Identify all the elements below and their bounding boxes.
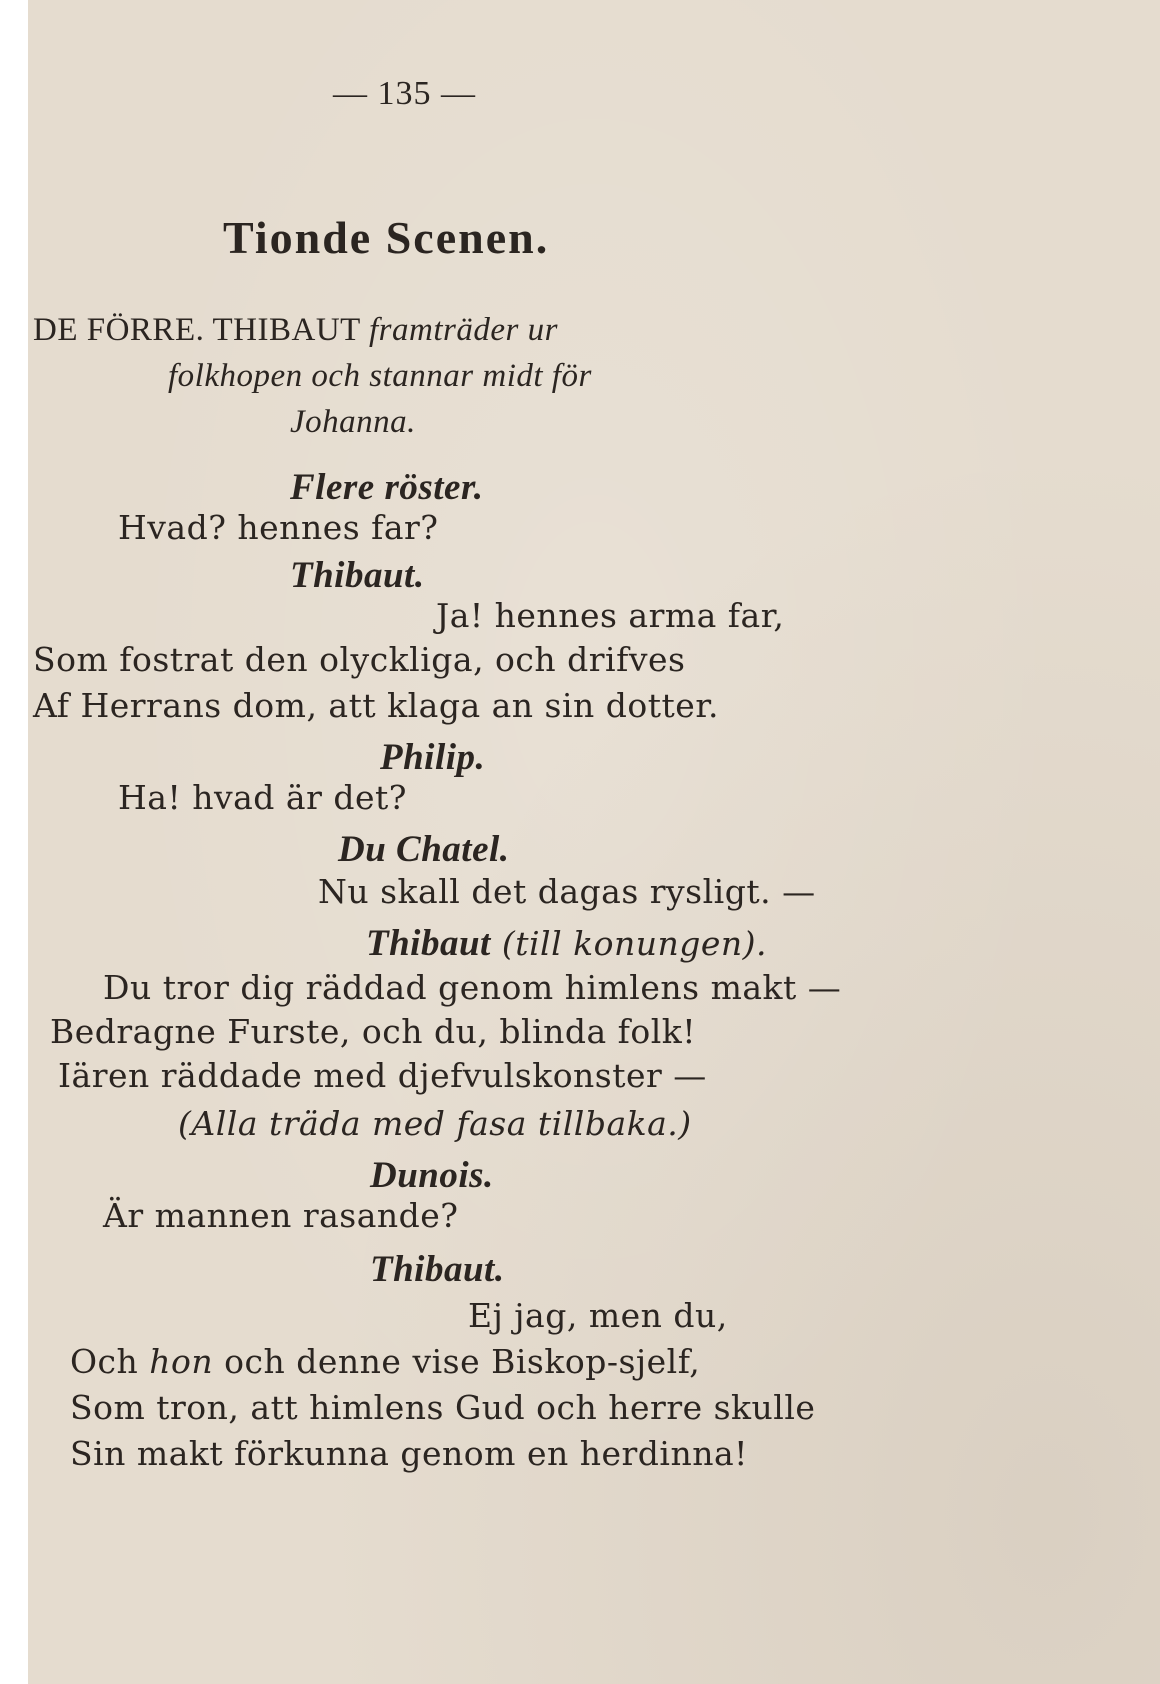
speaker-direction: (till konungen). bbox=[501, 924, 768, 963]
speaker-thibaut: Thibaut. bbox=[290, 555, 425, 596]
verse-line: Är mannen rasande? bbox=[103, 1196, 459, 1235]
verse-line: Du tror dig räddad genom himlens makt — bbox=[103, 968, 842, 1007]
stage-direction-line-1 bbox=[33, 310, 558, 350]
page-number: — 135 — bbox=[333, 75, 476, 112]
verse-line bbox=[70, 1342, 700, 1382]
verse-line: Hvad? hennes far? bbox=[118, 508, 439, 547]
stage-direction-action: framträder ur bbox=[368, 312, 558, 348]
book-page bbox=[28, 0, 1160, 1684]
stage-direction-line-2: folkhopen och stannar midt för bbox=[168, 358, 592, 394]
verse-line: Ej jag, men du, bbox=[468, 1296, 728, 1335]
verse-word: Och bbox=[70, 1342, 139, 1381]
speaker-thibaut: Thibaut bbox=[366, 923, 491, 964]
verse-line: Ha! hvad är det? bbox=[118, 778, 407, 817]
speaker-thibaut: Thibaut. bbox=[370, 1249, 505, 1290]
stage-direction-characters: DE FÖRRE. THIBAUT bbox=[33, 312, 361, 348]
speaker-philip: Philip. bbox=[380, 737, 486, 778]
verse-line: Iären räddade med djefvulskonster — bbox=[58, 1056, 707, 1095]
verse-line: Sin makt förkunna genom en herdinna! bbox=[70, 1434, 748, 1473]
stage-direction-inline: (Alla träda med fasa tillbaka.) bbox=[178, 1104, 692, 1143]
verse-line: Som fostrat den olyckliga, och drifves bbox=[33, 640, 686, 679]
speaker-flere-roster: Flere röster. bbox=[290, 467, 484, 508]
speaker-du-chatel: Du Chatel. bbox=[338, 829, 510, 870]
verse-word-emphasis: hon bbox=[149, 1342, 214, 1381]
verse-line: Ja! hennes arma far, bbox=[436, 596, 785, 635]
speaker-thibaut-to-king bbox=[366, 924, 767, 964]
scene-title: Tionde Scenen. bbox=[223, 212, 550, 263]
speaker-dunois: Dunois. bbox=[370, 1155, 494, 1196]
verse-line: Af Herrans dom, att klaga an sin dotter. bbox=[33, 686, 719, 725]
stage-direction-line-3: Johanna. bbox=[290, 404, 416, 440]
verse-line: Nu skall det dagas rysligt. — bbox=[318, 872, 816, 911]
verse-line: Som tron, att himlens Gud och herre skulle bbox=[70, 1388, 816, 1427]
verse-word: och denne vise Biskop-sjelf, bbox=[224, 1342, 701, 1381]
verse-line: Bedragne Furste, och du, blinda folk! bbox=[50, 1012, 696, 1051]
